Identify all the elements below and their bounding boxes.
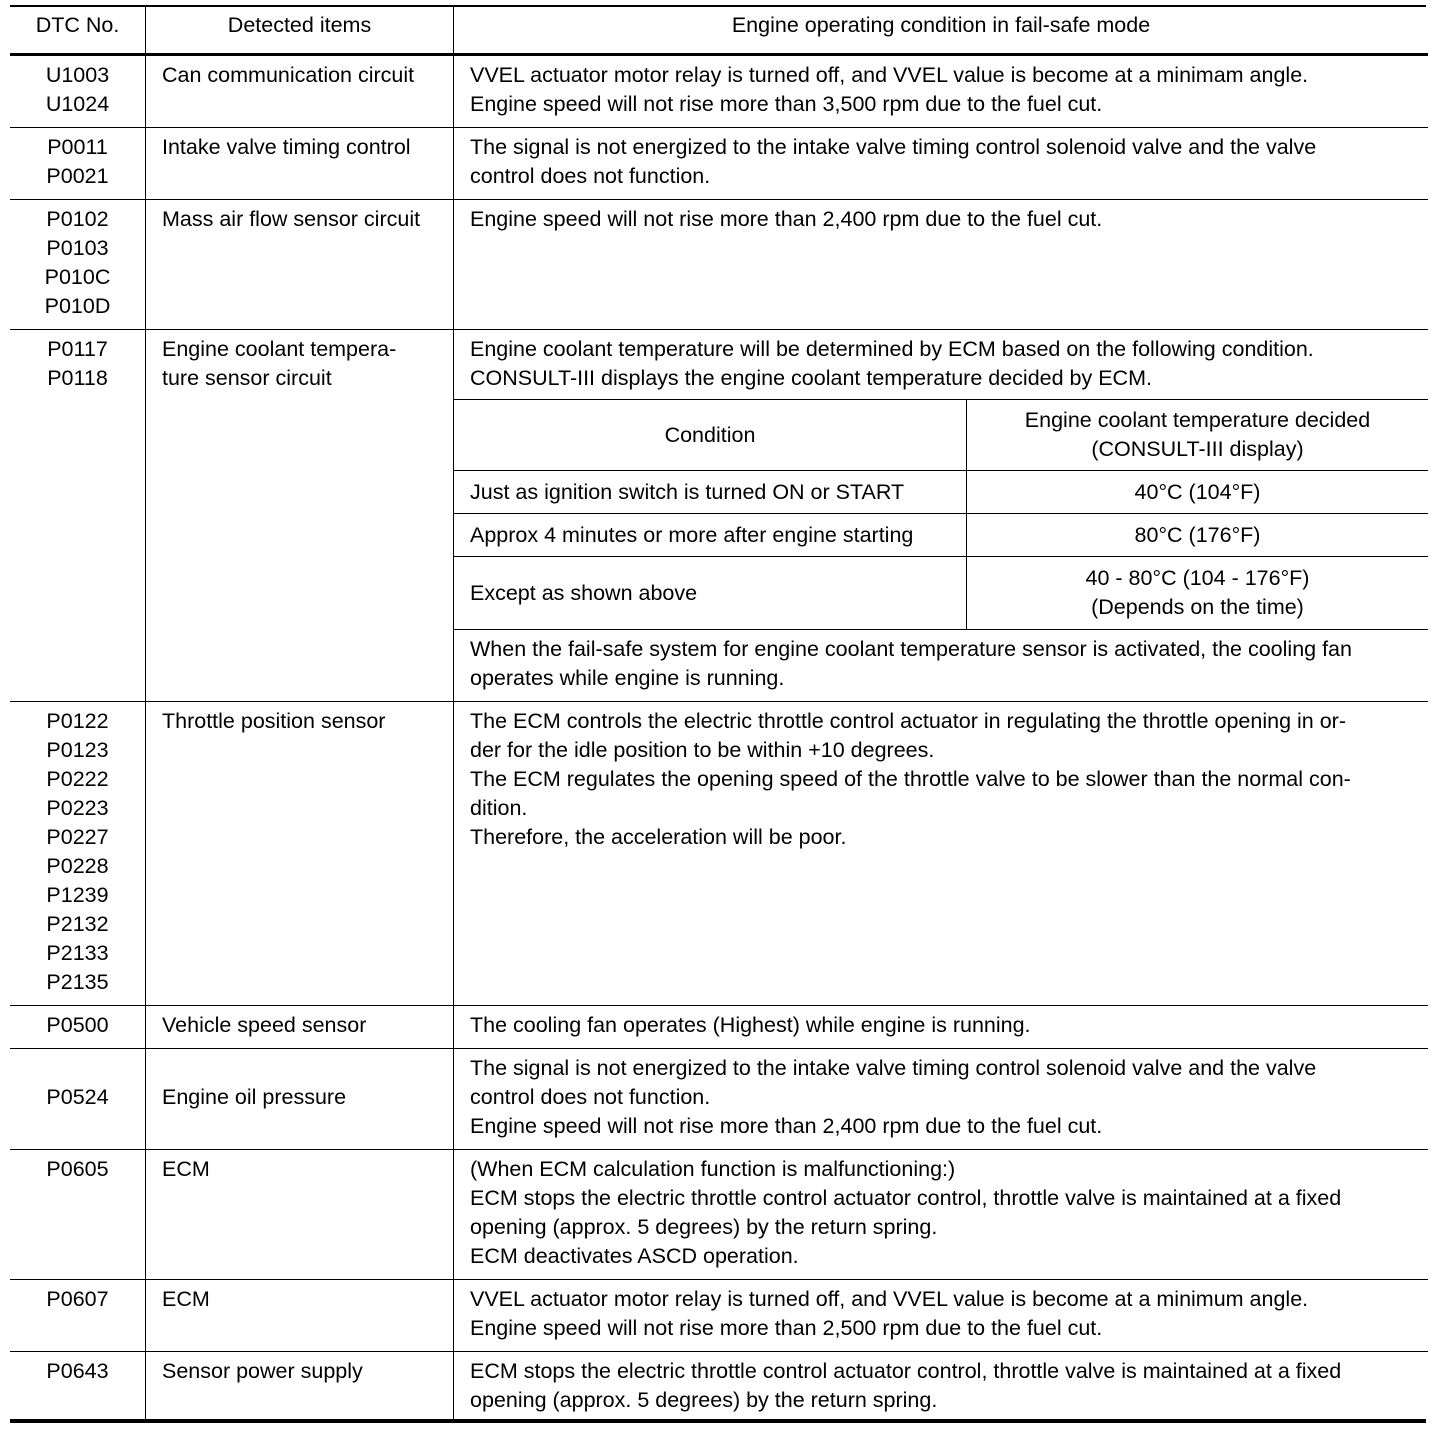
dtc-code: P0500 xyxy=(46,1013,109,1037)
table-row xyxy=(10,128,1428,200)
dtc-cell xyxy=(10,200,146,330)
condition-text: control does not function. xyxy=(470,1085,711,1109)
coolant-temperature: 80°C (176°F) xyxy=(967,514,1429,557)
dtc-code: P0021 xyxy=(46,164,109,188)
coolant-table-row xyxy=(454,514,1428,557)
table-row xyxy=(10,702,1428,1006)
detected-item: Engine coolant tempera- xyxy=(162,337,397,361)
condition-cell xyxy=(454,55,1429,128)
detected-item-cell xyxy=(146,1006,454,1049)
dtc-code: P0222 xyxy=(46,767,109,791)
condition-text: CONSULT-III displays the engine coolant temperature decided by ECM. xyxy=(470,366,1152,390)
detected-item-cell xyxy=(146,55,454,128)
detected-item: Can communication circuit xyxy=(162,63,415,87)
detected-item-cell xyxy=(146,702,454,1006)
table-row xyxy=(10,55,1428,128)
dtc-code: P2133 xyxy=(46,941,109,965)
detected-item: ture sensor circuit xyxy=(162,366,332,390)
coolant-header-line: (CONSULT-III display) xyxy=(1091,437,1304,461)
detected-item: Throttle position sensor xyxy=(162,709,386,733)
condition-text: ECM stops the electric throttle control actuator control, throttle valve is maintained at a fixed xyxy=(470,1186,1342,1210)
dtc-code: P0228 xyxy=(46,854,109,878)
detected-item-cell xyxy=(146,330,454,702)
condition-text: opening (approx. 5 degrees) by the return spring. xyxy=(470,1215,938,1239)
coolant-note-text: operates while engine is running. xyxy=(470,666,785,690)
detected-item-cell xyxy=(146,1150,454,1280)
dtc-cell xyxy=(10,1352,146,1424)
coolant-table-row xyxy=(454,557,1428,630)
condition-cell xyxy=(454,702,1429,1006)
condition-text: der for the idle position to be within +10 degrees. xyxy=(470,738,935,762)
condition-text: Engine speed will not rise more than 2,400 rpm due to the fuel cut. xyxy=(470,1114,1103,1138)
dtc-code: P0102 xyxy=(46,207,109,231)
condition-cell xyxy=(454,1352,1429,1424)
dtc-code: P0223 xyxy=(46,796,109,820)
condition-text: The cooling fan operates (Highest) while engine is running. xyxy=(470,1013,1031,1037)
dtc-code: U1003 xyxy=(45,63,110,87)
dtc-code: U1024 xyxy=(45,92,110,116)
dtc-code: P0643 xyxy=(46,1359,109,1383)
table-header-row xyxy=(10,6,1428,55)
detected-item-cell xyxy=(146,1352,454,1424)
condition-text: VVEL actuator motor relay is turned off, and VVEL value is become at a minimum angle. xyxy=(470,1287,1309,1311)
condition-text: Engine coolant temperature will be determined by ECM based on the following condition. xyxy=(470,337,1314,361)
condition-text: (When ECM calculation function is malfunctioning:) xyxy=(470,1157,956,1181)
dtc-code: P2132 xyxy=(46,912,109,936)
coolant-header-condition: Condition xyxy=(454,400,967,471)
coolant-table-note-row xyxy=(454,630,1428,702)
table-row xyxy=(10,1006,1428,1049)
coolant-table-row xyxy=(454,471,1428,514)
dtc-code: P0011 xyxy=(47,135,108,159)
dtc-cell xyxy=(10,1049,146,1150)
condition-text: Engine speed will not rise more than 2,500 rpm due to the fuel cut. xyxy=(470,1316,1103,1340)
condition-text: control does not function. xyxy=(470,164,711,188)
dtc-code: P0117 xyxy=(47,337,108,361)
detected-item-cell xyxy=(146,1280,454,1352)
table-row xyxy=(10,1280,1428,1352)
coolant-temperature-line: (Depends on the time) xyxy=(1091,595,1304,619)
dtc-cell xyxy=(10,55,146,128)
table-row xyxy=(10,1150,1428,1280)
condition-cell xyxy=(454,128,1429,200)
condition-text: opening (approx. 5 degrees) by the return spring. xyxy=(470,1388,938,1412)
table-row xyxy=(10,200,1428,330)
dtc-code: P010C xyxy=(44,265,111,289)
coolant-header-line: Engine coolant temperature decided xyxy=(1024,408,1371,432)
coolant-note xyxy=(454,630,1428,702)
detected-item: ECM xyxy=(162,1157,210,1181)
table-row xyxy=(10,330,1428,702)
condition-text: The ECM regulates the opening speed of the throttle valve to be slower than the normal con- xyxy=(470,767,1351,791)
condition-cell xyxy=(454,1150,1429,1280)
condition-text: The signal is not energized to the intake valve timing control solenoid valve and the valve xyxy=(470,1056,1317,1080)
dtc-cell xyxy=(10,1006,146,1049)
detected-item: Vehicle speed sensor xyxy=(162,1013,367,1037)
coolant-header-temperature xyxy=(967,400,1429,471)
coolant-temperature-line: 40 - 80°C (104 - 176°F) xyxy=(1085,566,1310,590)
condition-text: VVEL actuator motor relay is turned off, and VVEL value is become at a minimam angle. xyxy=(470,63,1309,87)
coolant-condition: Except as shown above xyxy=(454,557,967,630)
dtc-cell xyxy=(10,1150,146,1280)
coolant-table-header xyxy=(454,400,1428,471)
dtc-code: P0118 xyxy=(47,366,108,390)
detected-item: Intake valve timing control xyxy=(162,135,411,159)
condition-text: Therefore, the acceleration will be poor. xyxy=(470,825,847,849)
table-row xyxy=(10,1049,1428,1150)
detected-item: Sensor power supply xyxy=(162,1359,363,1383)
dtc-code: P0607 xyxy=(46,1287,109,1311)
coolant-note-text: When the fail-safe system for engine coolant temperature sensor is activated, the cooling fan xyxy=(470,637,1352,661)
condition-text: Engine speed will not rise more than 3,500 rpm due to the fuel cut. xyxy=(470,92,1103,116)
detected-item-cell xyxy=(146,128,454,200)
header-engine-condition: Engine operating condition in fail-safe mode xyxy=(454,6,1429,55)
header-dtc-no: DTC No. xyxy=(35,13,120,37)
coolant-condition-table xyxy=(454,399,1428,701)
bottom-rule xyxy=(10,1419,1426,1423)
dtc-cell xyxy=(10,128,146,200)
condition-text: The ECM controls the electric throttle control actuator in regulating the throttle opening in or- xyxy=(470,709,1346,733)
detected-item-cell xyxy=(146,200,454,330)
detected-item: Engine oil pressure xyxy=(162,1085,347,1109)
condition-text: ECM stops the electric throttle control actuator control, throttle valve is maintained at a fixed xyxy=(470,1359,1342,1383)
condition-cell xyxy=(454,330,1429,702)
table-row xyxy=(10,1352,1428,1424)
dtc-code: P0122 xyxy=(46,709,109,733)
condition-cell xyxy=(454,200,1429,330)
dtc-cell xyxy=(10,702,146,1006)
condition-cell xyxy=(454,1049,1429,1150)
detected-item: ECM xyxy=(162,1287,210,1311)
header-detected-items: Detected items xyxy=(146,6,454,55)
condition-text: The signal is not energized to the intake valve timing control solenoid valve and the valve xyxy=(470,135,1317,159)
coolant-temperature xyxy=(967,557,1429,630)
dtc-code: P0524 xyxy=(46,1085,109,1109)
dtc-code: P0103 xyxy=(46,236,109,260)
dtc-cell xyxy=(10,330,146,702)
condition-text: Engine speed will not rise more than 2,400 rpm due to the fuel cut. xyxy=(470,207,1103,231)
dtc-code: P1239 xyxy=(46,883,109,907)
condition-text: ECM deactivates ASCD operation. xyxy=(470,1244,799,1268)
dtc-code: P0123 xyxy=(46,738,109,762)
condition-cell xyxy=(454,1280,1429,1352)
fail-safe-table xyxy=(10,6,1428,1423)
condition-cell xyxy=(454,1006,1429,1049)
detected-item-cell xyxy=(146,1049,454,1150)
coolant-condition: Just as ignition switch is turned ON or START xyxy=(454,471,967,514)
dtc-code: P010D xyxy=(44,294,111,318)
coolant-condition: Approx 4 minutes or more after engine starting xyxy=(454,514,967,557)
coolant-temperature: 40°C (104°F) xyxy=(967,471,1429,514)
dtc-cell xyxy=(10,1280,146,1352)
detected-item: Mass air flow sensor circuit xyxy=(162,207,421,231)
dtc-code: P2135 xyxy=(46,970,109,994)
dtc-code: P0605 xyxy=(46,1157,109,1181)
dtc-code: P0227 xyxy=(46,825,109,849)
condition-text: dition. xyxy=(470,796,528,820)
